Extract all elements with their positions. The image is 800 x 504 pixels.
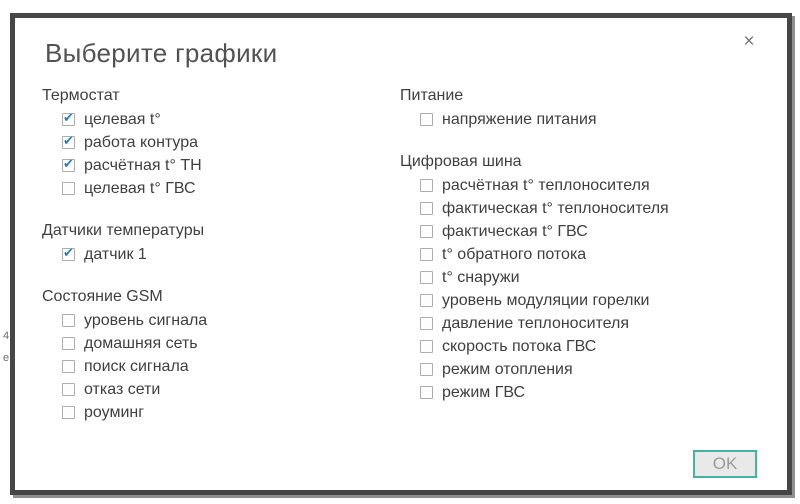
check-icon: ✔ [63,245,74,260]
checkbox-item[interactable] [42,355,400,378]
checkbox-item[interactable] [42,243,400,266]
checkbox-unchecked[interactable] [62,360,75,373]
checkbox-checked[interactable] [62,133,75,149]
checkbox-label: скорость потока ГВС [442,338,597,355]
checkbox-label: отказ сети [84,381,161,398]
checkbox-item[interactable] [42,332,400,355]
checkbox-unchecked[interactable] [420,340,433,353]
checkbox-item[interactable] [400,197,669,220]
checkbox-label: фактическая t° ГВС [442,223,588,240]
group-heading: Цифровая шина [400,153,522,170]
select-graphs-dialog [10,13,792,495]
checkbox-unchecked[interactable] [420,202,433,215]
checkbox-unchecked[interactable] [420,363,433,376]
column-2 [400,86,669,425]
ok-button[interactable]: OK [693,450,757,478]
dialog-content [15,18,787,490]
checkbox-item[interactable] [400,289,669,312]
checkbox-item[interactable] [42,131,400,154]
checkbox-item[interactable] [400,381,669,404]
checkbox-group [42,86,400,200]
checkbox-checked[interactable] [62,110,75,126]
checkbox-label: давление теплоносителя [442,315,630,332]
checkbox-unchecked[interactable] [420,225,433,238]
group-heading: Термостат [42,87,120,104]
checkbox-item[interactable] [400,312,669,335]
check-icon: ✔ [63,110,74,125]
checkbox-item[interactable] [400,108,669,131]
checkbox-label: t° обратного потока [442,246,587,263]
checkbox-label: датчик 1 [84,246,147,263]
checkbox-group [42,221,400,266]
checkbox-item[interactable] [42,401,400,424]
checkbox-unchecked[interactable] [420,317,433,330]
checkbox-unchecked[interactable] [420,271,433,284]
checkbox-label: целевая t° ГВС [84,180,196,197]
checkbox-label: t° снаружи [442,269,520,286]
group-heading: Питание [400,87,464,104]
checkbox-label: расчётная t° ТН [84,157,202,174]
group-heading: Датчики температуры [42,222,205,239]
checkbox-item[interactable] [42,309,400,332]
checkbox-unchecked[interactable] [420,113,433,126]
column-1 [42,86,400,445]
checkbox-item[interactable] [42,154,400,177]
checkbox-item[interactable] [400,174,669,197]
checkbox-item[interactable] [42,108,400,131]
check-icon: ✔ [63,156,74,171]
checkbox-label: режим отопления [442,361,573,378]
checkbox-unchecked[interactable] [62,314,75,327]
dialog-columns [42,86,787,445]
checkbox-item[interactable] [400,266,669,289]
checkbox-group [42,287,400,424]
checkbox-unchecked[interactable] [420,386,433,399]
checkbox-checked[interactable] [62,245,75,261]
checkbox-label: режим ГВС [442,384,526,401]
checkbox-unchecked[interactable] [62,406,75,419]
checkbox-item[interactable] [400,243,669,266]
checkbox-item[interactable] [400,220,669,243]
checkbox-label: фактическая t° теплоносителя [442,200,669,217]
checkbox-item[interactable] [400,358,669,381]
checkbox-label: роуминг [84,404,145,421]
background-page-glyph: е [3,352,10,364]
checkbox-unchecked[interactable] [420,248,433,261]
check-icon: ✔ [63,133,74,148]
checkbox-label: работа контура [84,134,199,151]
checkbox-label: поиск сигнала [84,358,189,375]
checkbox-label: целевая t° [84,111,161,128]
background-page-glyph: 4 [3,330,10,342]
checkbox-item[interactable] [42,378,400,401]
checkbox-unchecked[interactable] [62,383,75,396]
checkbox-item[interactable] [400,335,669,358]
checkbox-label: напряжение питания [442,111,597,128]
checkbox-unchecked[interactable] [420,179,433,192]
checkbox-unchecked[interactable] [62,182,75,195]
checkbox-group [400,152,669,404]
checkbox-label: домашняя сеть [84,335,198,352]
checkbox-unchecked[interactable] [62,337,75,350]
checkbox-unchecked[interactable] [420,294,433,307]
group-heading: Состояние GSM [42,288,163,305]
checkbox-item[interactable] [42,177,400,200]
close-icon[interactable]: × [743,31,755,52]
checkbox-label: уровень модуляции горелки [442,292,650,309]
checkbox-checked[interactable] [62,156,75,172]
checkbox-label: уровень сигнала [84,312,208,329]
checkbox-label: расчётная t° теплоносителя [442,177,650,194]
checkbox-group [400,86,669,131]
dialog-title: Выберите графики [45,38,278,68]
